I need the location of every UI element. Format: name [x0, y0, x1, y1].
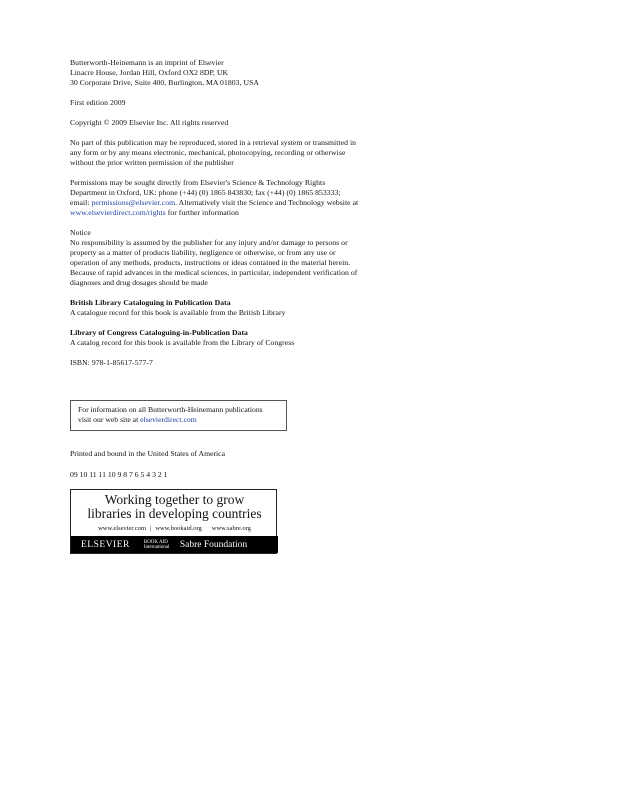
logo-urls [71, 525, 278, 533]
imprint-line: Butterworth-Heinemann is an imprint of Elsevier [70, 58, 224, 67]
logo-headline-line: Working together to grow [104, 492, 245, 507]
address-burlington: 30 Corporate Drive, Suite 400, Burlington, MA 01803, USA [70, 78, 259, 87]
logo-url-sabre: www.sabre.org [211, 525, 251, 532]
info-box-line: For information on all Butterworth-Heinemann publications [78, 405, 263, 414]
notice-line: property as a matter of products liability, negligence or otherwise, or from any use or [70, 248, 336, 257]
rights-paragraph [70, 138, 390, 168]
library-of-congress-heading: Library of Congress Cataloguing-in-Publication Data [70, 328, 248, 337]
book-aid-logo [70, 489, 277, 554]
notice-heading: Notice [70, 228, 91, 237]
rights-line: without the prior written permission of the publisher [70, 158, 234, 167]
imprint-block [70, 58, 390, 88]
library-of-congress-block [70, 328, 390, 348]
print-line: 09 10 11 11 10 9 8 7 6 5 4 3 2 1 [70, 470, 168, 479]
notice-line: No responsibility is assumed by the publisher for any injury and/or damage to persons or [70, 238, 348, 247]
rights-line: any form or by any means electronic, mechanical, photocopying, recording or otherwise [70, 148, 346, 157]
british-library-block [70, 298, 390, 318]
copyright-page-text [70, 58, 390, 378]
permissions-email-link[interactable]: permissions@elsevier.com [91, 198, 176, 207]
rights-line: No part of this publication may be reproduced, stored in a retrieval system or transmitted in [70, 138, 357, 147]
permissions-line [70, 208, 390, 218]
notice-line: operation of any methods, products, instructions or ideas contained in the material herein. [70, 258, 351, 267]
sabre-brand: Sabre Foundation [179, 539, 248, 550]
printed-in: Printed and bound in the United States of America [70, 449, 225, 458]
permissions-paragraph [70, 178, 390, 218]
permissions-text: . Alternatively visit the Science and Technology website at [175, 198, 359, 207]
logo-brand-bar [71, 536, 278, 553]
logo-url-elsevier: www.elsevier.com [98, 525, 147, 532]
permissions-line: Department in Oxford, UK: phone (+44) (0) 1865 843830; fax (+44) (0) 1865 853333; [70, 188, 341, 197]
logo-headline-line: libraries in developing countries [87, 506, 262, 521]
info-box-text: visit our web site at [78, 415, 141, 424]
email-label: email: [70, 198, 92, 207]
british-library-text: A catalogue record for this book is available from the British Library [70, 308, 286, 317]
bookaid-brand: BOOK AID International [143, 539, 170, 550]
copyright-line: Copyright © 2009 Elsevier Inc. All rights reserved [70, 118, 229, 127]
british-library-heading: British Library Cataloguing in Publication Data [70, 298, 231, 307]
permissions-text: for further information [165, 208, 239, 217]
elsevierdirect-link[interactable]: elsevierdirect.com [140, 415, 197, 424]
elsevier-brand: ELSEVIER [81, 539, 130, 550]
notice-paragraph [70, 228, 390, 288]
logo-url-separator: | [150, 525, 152, 532]
library-of-congress-text: A catalog record for this book is available from the Library of Congress [70, 338, 295, 347]
permissions-line [70, 198, 390, 208]
info-box-line [78, 415, 286, 425]
logo-url-bookaid: www.bookaid.org [155, 525, 202, 532]
rights-website-link[interactable]: www.elsevierdirect.com/rights [70, 208, 166, 217]
isbn: ISBN: 978-1-85617-577-7 [70, 358, 153, 367]
info-box [70, 400, 287, 431]
address-oxford: Linacre House, Jordan Hill, Oxford OX2 8DP, UK [70, 68, 229, 77]
edition: First edition 2009 [70, 98, 126, 107]
permissions-line: Permissions may be sought directly from Elsevier's Science & Technology Rights [70, 178, 326, 187]
notice-line: diagnoses and drug dosages should be made [70, 278, 208, 287]
logo-headline [71, 493, 278, 521]
notice-line: Because of rapid advances in the medical sciences, in particular, independent verification of [70, 268, 358, 277]
